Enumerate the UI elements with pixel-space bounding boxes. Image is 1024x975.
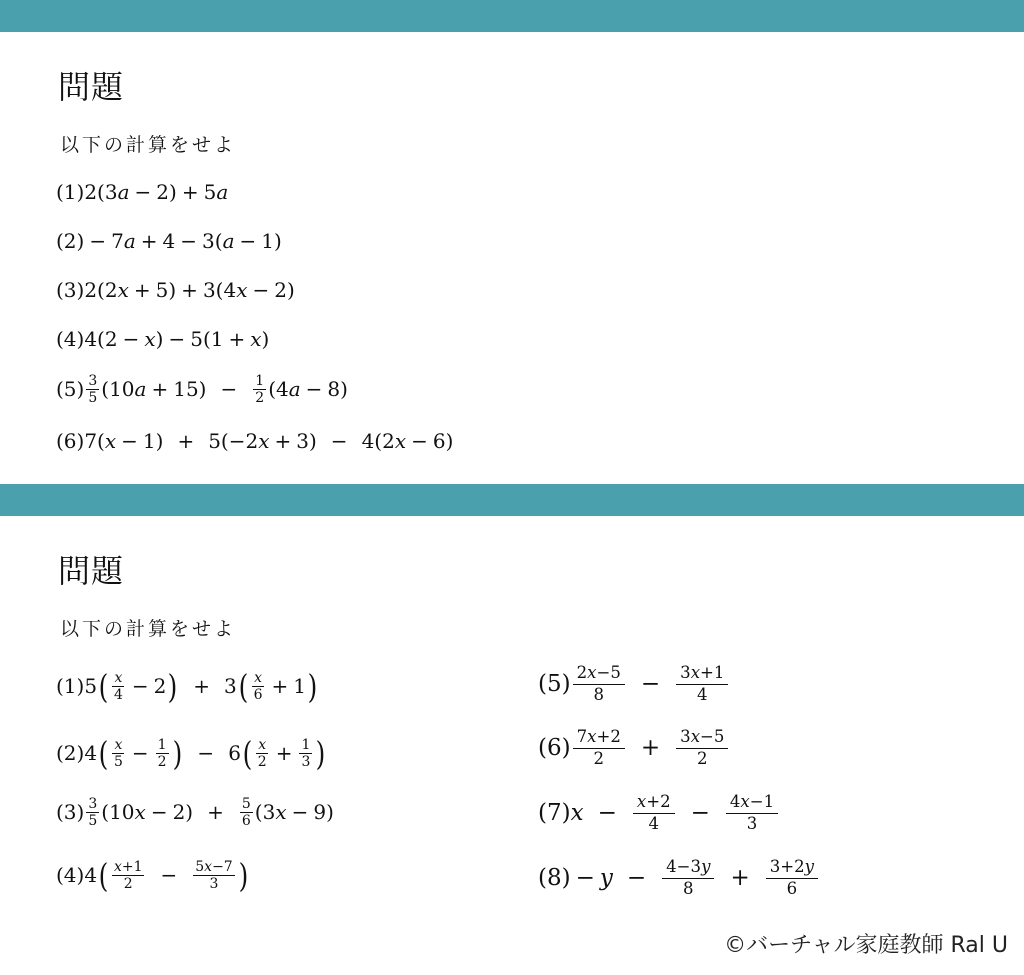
- copyright-credit: ©バーチャル家庭教師 Ral U: [724, 933, 1008, 958]
- s2-problem-2: (2)4 ( $\frac{x}{5}$ − $\frac{1}{2}$ ) − 6 ( $\frac{x}{2}$ + $\frac{1}{3}$ ): [56, 733, 326, 773]
- section2-heading: 問題: [58, 552, 125, 590]
- middle-banner: [0, 484, 1024, 516]
- s1-problem-6: (6)7( x − 1) + 5(−2 x + 3) − 4(2 x − 6): [56, 429, 454, 453]
- s2-problem-3: (3) $\frac{3}{5}$ (10 x − 2) + $\frac{5}{6}$ (3 x − 9): [56, 795, 334, 829]
- s1-problem-2: (2) − 7 a + 4 − 3( a − 1): [56, 229, 282, 253]
- s2-problem-4: (4)4 ( $\frac{x+1}{2}$ − $\frac{5x-7}{3}$ ): [56, 855, 248, 895]
- s1-problem-1: (1)2(3 a − 2) + 5 a: [56, 180, 229, 204]
- s2-problem-8: (8) − y − $\frac{4-3y}{8}$ + $\frac{3+2y}{6}$: [538, 858, 820, 898]
- section1-heading: 問題: [58, 68, 125, 106]
- section2-instruction: 以下の計算をせよ: [60, 618, 237, 640]
- s1-problem-4: (4)4(2 − x ) − 5(1 + x ): [56, 327, 270, 351]
- s1-problem-5: (5) $\frac{3}{5}$ (10 a + 15) − $\frac{1}{2}$ (4 a − 8): [56, 372, 348, 406]
- s2-problem-5: (5) $\frac{2x-5}{8}$ − $\frac{3x+1}{4}$: [538, 664, 730, 704]
- section1-instruction: 以下の計算をせよ: [60, 134, 237, 156]
- s2-problem-6: (6) $\frac{7x+2}{2}$ + $\frac{3x-5}{2}$: [538, 728, 730, 768]
- top-banner: [0, 0, 1024, 32]
- s2-problem-1: (1)5 ( $\frac{x}{4}$ − 2 ) + 3 ( $\frac{x}{6}$ + 1 ): [56, 666, 318, 706]
- s1-problem-3: (3)2(2 x + 5) + 3(4 x − 2): [56, 278, 295, 302]
- s2-problem-7: (7) x − $\frac{x+2}{4}$ − $\frac{4x-1}{3}$: [538, 793, 780, 833]
